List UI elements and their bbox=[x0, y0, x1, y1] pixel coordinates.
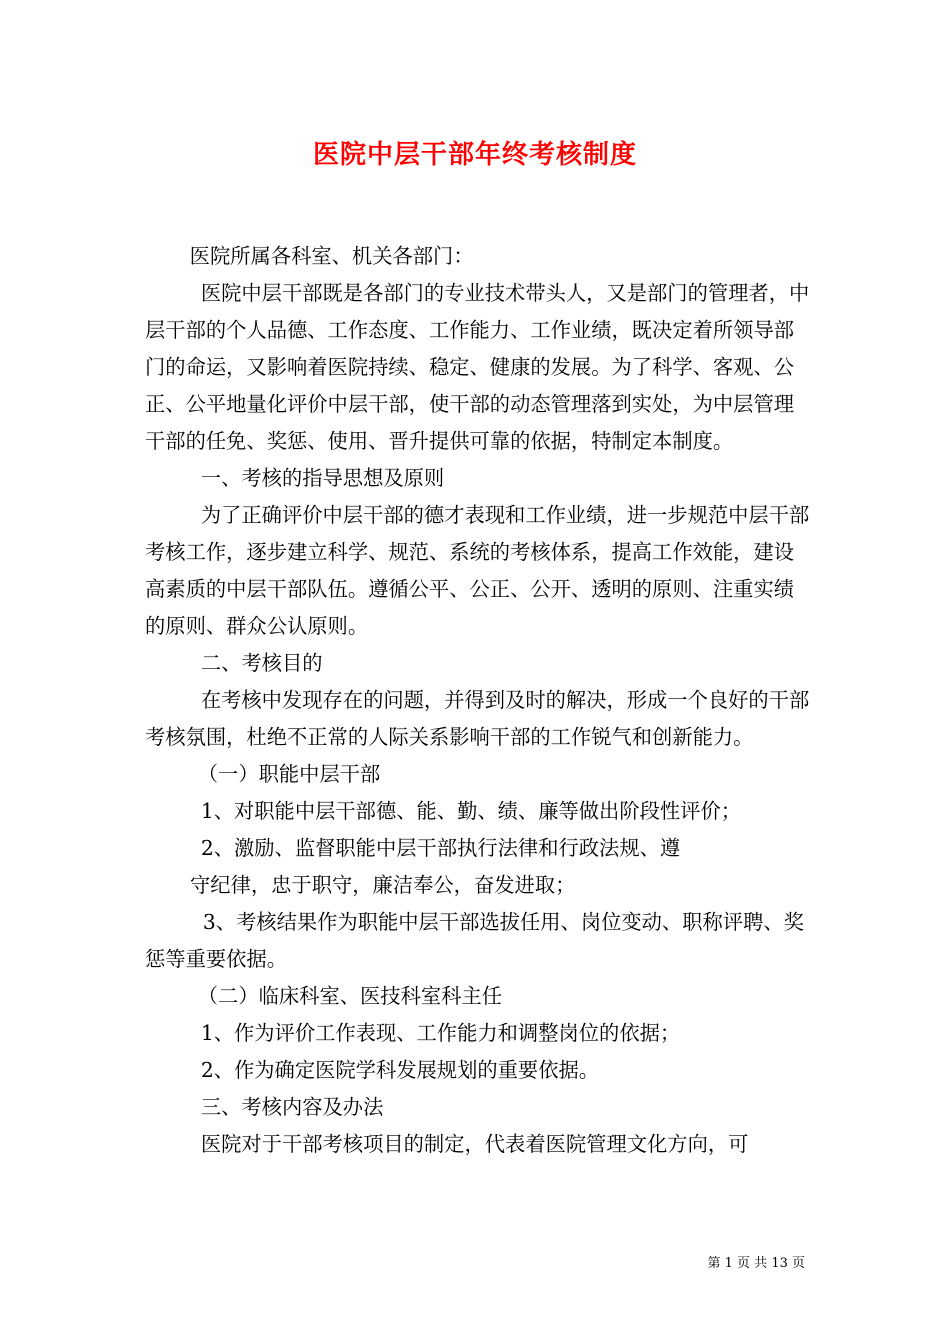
intro-paragraph: 医院中层干部既是各部门的专业技术带头人，又是部门的管理者，中层干部的个人品德、工作态度、工作能力、工作业绩，既决定着所领导部门的命运，又影响着医院持续、稳定、健康的发展。为了科学、客观、公正、公平地量化评价中层干部，使干部的动态管理落到实处，为中层管理干部的任免、奖惩、使用、晋升提供可靠的依据，特制定本制度。 bbox=[145, 281, 810, 453]
subsection-2-heading: （二）临床科室、医技科室科主任 bbox=[197, 984, 502, 1008]
salutation: 医院所属各科室、机关各部门： bbox=[189, 244, 474, 268]
subsection-1-item-1: 1、对职能中层干部德、能、勤、绩、廉等做出阶段性评价； bbox=[200, 799, 742, 823]
subsection-1-item-3: 3、考核结果作为职能中层干部选拔任用、岗位变动、职称评聘、奖惩等重要依据。 bbox=[145, 910, 804, 971]
document-title: 医院中层干部年终考核制度 bbox=[312, 140, 637, 170]
subsection-2-item-2: 2、作为确定医院学科发展规划的重要依据。 bbox=[200, 1058, 600, 1082]
section-3-body: 医院对于干部考核项目的制定，代表着医院管理文化方向，可 bbox=[200, 1132, 749, 1156]
section-3-heading: 三、考核内容及办法 bbox=[200, 1095, 384, 1119]
section-1-heading: 一、考核的指导思想及原则 bbox=[200, 466, 445, 490]
subsection-1-heading: （一）职能中层干部 bbox=[197, 762, 381, 786]
subsection-1-item-2-continued: 守纪律，忠于职守，廉洁奉公，奋发进取； bbox=[190, 873, 576, 897]
section-1-body: 为了正确评价中层干部的德才表现和工作业绩，进一步规范中层干部考核工作，逐步建立科学、规范、系统的考核体系，提高工作效能，建设高素质的中层干部队伍。遵循公平、公正、公开、透明的原则、注重实绩的原则、群众公认原则。 bbox=[145, 503, 810, 638]
subsection-1-item-2: 2、激励、监督职能中层干部执行法律和行政法规、遵 bbox=[200, 836, 681, 860]
subsection-2-item-1: 1、作为评价工作表现、工作能力和调整岗位的依据； bbox=[200, 1021, 681, 1045]
section-2-body: 在考核中发现存在的问题，并得到及时的解决，形成一个良好的干部考核氛围，杜绝不正常的人际关系影响干部的工作锐气和创新能力。 bbox=[145, 688, 810, 749]
section-2-heading: 二、考核目的 bbox=[200, 651, 323, 675]
page-number: 第 1 页 共 13 页 bbox=[707, 1256, 805, 1271]
document-body bbox=[145, 238, 810, 1163]
